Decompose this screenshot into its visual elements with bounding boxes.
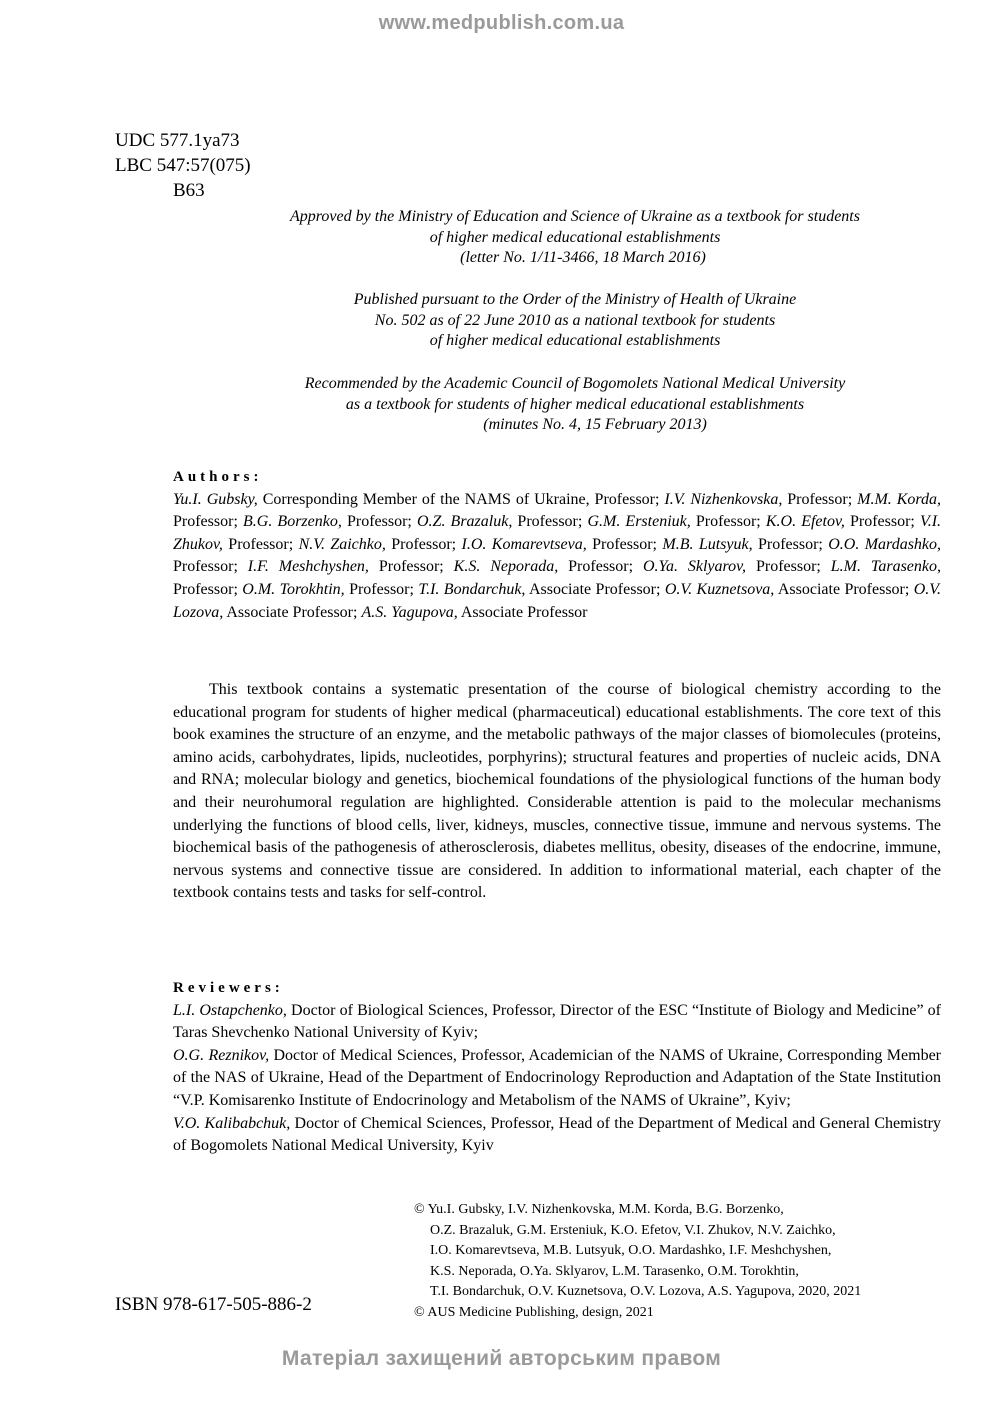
approval-line: Recommended by the Academic Council of Bogomolets National Medical University — [304, 375, 846, 392]
abstract-paragraph: This textbook contains a systematic presentation of the course of biological chemistry according to the educational program for students of higher medical (pharmaceutical) educational establishments. The core text of this book examines the structure of an enzyme, and the metabolic pathways of the major classes of biomolecules (proteins, amino acids, carbohydrates, lipids, nucleotides, porphyrins); structural features and properties of nucleic acids, DNA and RNA; molecular biology and genetics, biochemical foundations of the physiological functions of the human body and their neurohumoral regulation are highlighted. Considerable attention is paid to the molecular mechanisms underlying the functions of blood cells, liver, kidneys, muscles, connective tissue, immune and nervous systems. The biochemical basis of the pathogenesis of atherosclerosis, diabetes mellitus, obesity, diseases of the endocrine, immune, nervous systems and connective tissue are considered. In addition to informational material, each chapter of the textbook contains tests and tasks for self-control. — [173, 681, 941, 902]
copyright-line: T.I. Bondarchuk, O.V. Kuznetsova, O.V. Lozova, A.S. Yagupova, 2020, 2021 — [430, 1284, 862, 1300]
author-name: M.M. Korda, — [857, 490, 942, 508]
approval-line: No. 502 as of 22 June 2010 as a national textbook for students — [374, 311, 776, 329]
authors-heading: Authors: — [173, 469, 263, 485]
author-name: N.V. Zaichko, — [298, 535, 386, 553]
copyright-line: © AUS Medicine Publishing, design, 2021 — [414, 1304, 654, 1320]
author-name: K.O. Efetov, — [765, 513, 845, 531]
author-role: Professor; — [385, 535, 462, 553]
author-name: K.S. Neporada, — [453, 558, 559, 576]
reviewer-name: O.G. Reznikov, — [173, 1046, 270, 1064]
author-name: Yu.I. Gubsky, — [173, 490, 258, 508]
author-name: O.V. Lozova, — [173, 580, 942, 621]
author-role: Professor; — [512, 513, 588, 531]
author-role: Associate Professor; — [525, 580, 665, 598]
reviewer-description: Doctor of Chemical Sciences, Professor, Head of the Department of Medical and General Chemistry of Bogomolets National Medical University, Kyiv — [173, 1114, 942, 1155]
reviewers-section — [173, 977, 941, 1158]
author-role: Associate Professor; — [774, 580, 914, 598]
author-name: O.V. Kuznetsova, — [664, 580, 775, 598]
author-role: Professor; — [222, 535, 299, 553]
author-role: Professor; — [586, 535, 663, 553]
author-name: L.M. Tarasenko, — [830, 558, 942, 576]
reviewer-entry — [173, 1045, 941, 1113]
author-role: Professor; — [746, 558, 831, 576]
author-role: Professor; — [341, 513, 417, 531]
udc-code: UDC 577.1ya73 — [115, 130, 240, 151]
copyright-block — [414, 1200, 954, 1324]
reviewer-entry — [173, 1113, 941, 1158]
author-name: I.V. Nizhenkovska, — [664, 490, 783, 508]
lbc-code: LBC 547:57(075) — [115, 155, 251, 176]
author-role: Professor; — [173, 513, 243, 531]
author-name: B.G. Borzenko, — [243, 513, 342, 531]
authors-list — [173, 489, 941, 625]
watermark-copyright-notice: Матеріал захищений авторським правом — [281, 1347, 722, 1370]
author-name: I.O. Komarevtseva, — [461, 535, 587, 553]
author-name: O.Ya. Sklyarov, — [642, 558, 747, 576]
copyright-line: © Yu.I. Gubsky, I.V. Nizhenkovska, M.M. Korda, B.G. Borzenko, — [414, 1202, 784, 1217]
approval-line: of higher medical educational establishments — [429, 228, 721, 246]
isbn: ISBN 978-617-505-886-2 — [115, 1294, 312, 1315]
approval-ministry-education — [200, 207, 950, 269]
approval-line: (minutes No. 4, 15 February 2013) — [443, 416, 707, 433]
copyright-line: I.O. Komarevtseva, M.B. Lutsyuk, O.O. Mardashko, I.F. Meshchyshen, — [430, 1243, 832, 1259]
reviewer-description: Doctor of Biological Sciences, Professor, Director of the ESC “Institute of Biology and Medicine” of Taras Shevchenko National University of Kyiv; — [173, 1001, 942, 1042]
author-role: Professor; — [173, 580, 243, 598]
classification-codes — [115, 128, 251, 203]
approval-line: (letter No. 1/11-3466, 18 March 2016) — [444, 249, 706, 266]
reviewer-name: V.O. Kalibabchuk, — [173, 1114, 291, 1132]
reviewers-heading: Reviewers: — [173, 980, 284, 996]
copyright-line: K.S. Neporada, O.Ya. Sklyarov, L.M. Tarasenko, O.M. Torokhtin, — [430, 1263, 799, 1279]
author-name: G.M. Ersteniuk, — [587, 513, 691, 531]
approval-line: of higher medical educational establishments — [429, 332, 721, 349]
author-role: Professor; — [782, 490, 858, 508]
author-role: Professor; — [173, 558, 248, 576]
watermark-url: www.medpublish.com.ua — [378, 12, 625, 34]
author-name: A.S. Yagupova, — [361, 603, 458, 621]
author-role: Professor; — [844, 513, 920, 531]
author-role: Professor; — [368, 558, 454, 576]
author-name: V.I. Zhukov, — [173, 513, 942, 553]
author-name: I.F. Meshchyshen, — [247, 558, 369, 576]
author-role: Professor; — [344, 580, 419, 598]
author-role: Associate Professor — [457, 603, 588, 621]
approval-line: Approved by the Ministry of Education and Science of Ukraine as a textbook for students — [290, 208, 860, 225]
author-name: O.M. Torokhtin, — [242, 580, 345, 598]
author-name: O.O. Mardashko, — [828, 535, 942, 553]
authors-section — [173, 466, 941, 624]
author-role: Professor; — [752, 535, 829, 553]
author-role: Professor; — [690, 513, 766, 531]
approval-academic-council — [200, 374, 950, 436]
author-name: O.Z. Brazaluk, — [416, 513, 513, 531]
approval-ministry-health — [200, 290, 950, 352]
author-mark-code: B63 — [173, 180, 205, 201]
approval-line: Published pursuant to the Order of the Ministry of Health of Ukraine — [353, 291, 797, 308]
reviewer-name: L.I. Ostapchenko, — [173, 1001, 287, 1019]
reviewer-entry — [173, 1000, 941, 1045]
author-name: T.I. Bondarchuk, — [418, 580, 526, 598]
copyright-line: O.Z. Brazaluk, G.M. Ersteniuk, K.O. Efetov, V.I. Zhukov, N.V. Zaichko, — [430, 1222, 836, 1238]
approval-line: as a textbook for students of higher medical educational establishments — [345, 395, 805, 413]
author-role: Associate Professor; — [223, 603, 362, 621]
author-role: Professor; — [558, 558, 643, 576]
author-role: Corresponding Member of the NAMS of Ukraine, Professor; — [257, 490, 665, 508]
reviewer-description: Doctor of Medical Sciences, Professor, Academician of the NAMS of Ukraine, Corresponding Member of the NAS of Ukraine, Head of the Department of Endocrinology Reproduction and Adaptation of the State Institution “V.P. Komisarenko Institute of Endocrinology and Metabolism of the NAMS of Ukraine”, Kyiv; — [173, 1046, 941, 1109]
author-name: M.B. Lutsyuk, — [662, 535, 753, 553]
